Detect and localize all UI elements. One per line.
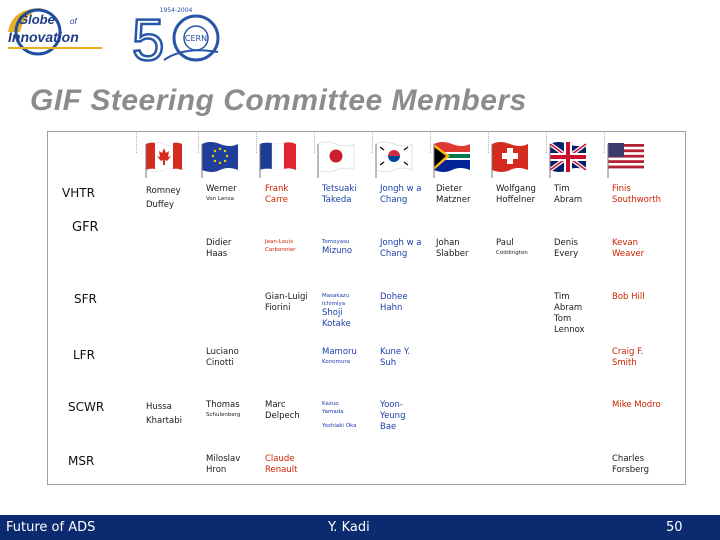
member-cell: Frank Carre bbox=[265, 184, 289, 205]
member-cell: Masakazu Ichimiya Shoji Kotake bbox=[322, 293, 351, 329]
usa-flag bbox=[606, 136, 646, 178]
member-cell: Tim Abram Tom Lennox bbox=[554, 292, 585, 335]
column-divider bbox=[604, 131, 605, 153]
member-cell: Mamoru Konomura bbox=[322, 347, 357, 365]
row-label-scwr: SCWR bbox=[68, 400, 105, 414]
member-cell: Romney Duffey bbox=[146, 186, 181, 210]
member-cell: Marc Delpech bbox=[265, 400, 300, 421]
member-cell: Jean-Louis Carbonnier bbox=[265, 239, 296, 253]
member-cell: Kune Y. Suh bbox=[380, 347, 411, 368]
globe-of-innovation-logo bbox=[2, 2, 106, 58]
footer-left-text: Future of ADS bbox=[6, 520, 96, 535]
member-cell: Miloslav Hron bbox=[206, 454, 241, 475]
footer-bar bbox=[0, 515, 720, 540]
column-divider bbox=[256, 131, 257, 153]
svg-text:1954-2004: 1954-2004 bbox=[159, 7, 193, 14]
member-cell: Wolfgang Hoffelner bbox=[496, 184, 536, 205]
row-label-sfr: SFR bbox=[74, 292, 97, 306]
member-cell: Tetsuaki Takeda bbox=[322, 184, 357, 205]
member-cell: Denis Every bbox=[554, 238, 579, 259]
column-divider bbox=[430, 131, 431, 153]
member-cell: Tomoyasu Mizuno bbox=[322, 239, 353, 256]
footer-author: Y. Kadi bbox=[328, 520, 370, 535]
row-label-lfr: LFR bbox=[73, 348, 95, 362]
member-cell: Dohee Hahn bbox=[380, 292, 408, 313]
member-cell: Dieter Matzner bbox=[436, 184, 471, 205]
member-cell: Claude Renault bbox=[265, 454, 298, 475]
member-cell: Craig F. Smith bbox=[612, 347, 644, 368]
japan-flag bbox=[316, 136, 356, 178]
row-label-gfr: GFR bbox=[72, 220, 99, 235]
member-cell: Charles Forsberg bbox=[612, 454, 650, 475]
member-cell: Jongh w a Chang bbox=[380, 184, 422, 205]
column-divider bbox=[198, 131, 199, 153]
svg-text:of: of bbox=[70, 17, 77, 26]
member-cell: Mike Modro bbox=[612, 400, 661, 410]
committee-table bbox=[47, 131, 686, 485]
column-divider bbox=[314, 131, 315, 153]
member-cell: Kevan Weaver bbox=[612, 238, 645, 259]
member-cell: Jongh w a Chang bbox=[380, 238, 422, 259]
page-title: GIF Steering Committee Members bbox=[30, 84, 527, 117]
korea-flag bbox=[374, 136, 414, 178]
switzerland-flag bbox=[490, 136, 530, 178]
member-cell: Paul Coddington bbox=[496, 238, 528, 256]
row-label-msr: MSR bbox=[68, 454, 95, 468]
page-number: 50 bbox=[666, 520, 683, 535]
south-africa-flag bbox=[432, 136, 472, 178]
svg-text:5: 5 bbox=[132, 8, 165, 66]
svg-text:Innovation: Innovation bbox=[8, 29, 79, 45]
column-divider bbox=[546, 131, 547, 153]
column-divider bbox=[136, 131, 137, 153]
row-label-vhtr: VHTR bbox=[62, 186, 95, 200]
svg-text:CERN: CERN bbox=[184, 34, 208, 43]
member-cell: Finis Southworth bbox=[612, 184, 662, 205]
france-flag bbox=[258, 136, 298, 178]
member-cell: Didier Haas bbox=[206, 238, 232, 259]
member-cell: Hussa Khartabi bbox=[146, 402, 182, 426]
eu-flag bbox=[200, 136, 240, 178]
member-cell: Yoon- Yeung Bae bbox=[380, 400, 406, 432]
cern-50-logo bbox=[124, 2, 228, 66]
member-cell: Kazuo Yamada Yoshiaki Oka bbox=[322, 401, 357, 429]
svg-text:Globe: Globe bbox=[18, 12, 55, 27]
column-divider bbox=[372, 131, 373, 153]
member-cell: Johan Slabber bbox=[436, 238, 469, 259]
member-cell: Bob Hill bbox=[612, 292, 645, 302]
member-cell: Tim Abram bbox=[554, 184, 583, 205]
member-cell: Werner Von Lensa bbox=[206, 184, 237, 202]
member-cell: Luciano Cinotti bbox=[206, 347, 239, 368]
member-cell: Thomas Schulenberg bbox=[206, 400, 241, 418]
canada-flag bbox=[144, 136, 184, 178]
column-divider bbox=[488, 131, 489, 153]
uk-flag bbox=[548, 136, 588, 178]
member-cell: Gian-Luigi Fiorini bbox=[265, 292, 308, 313]
